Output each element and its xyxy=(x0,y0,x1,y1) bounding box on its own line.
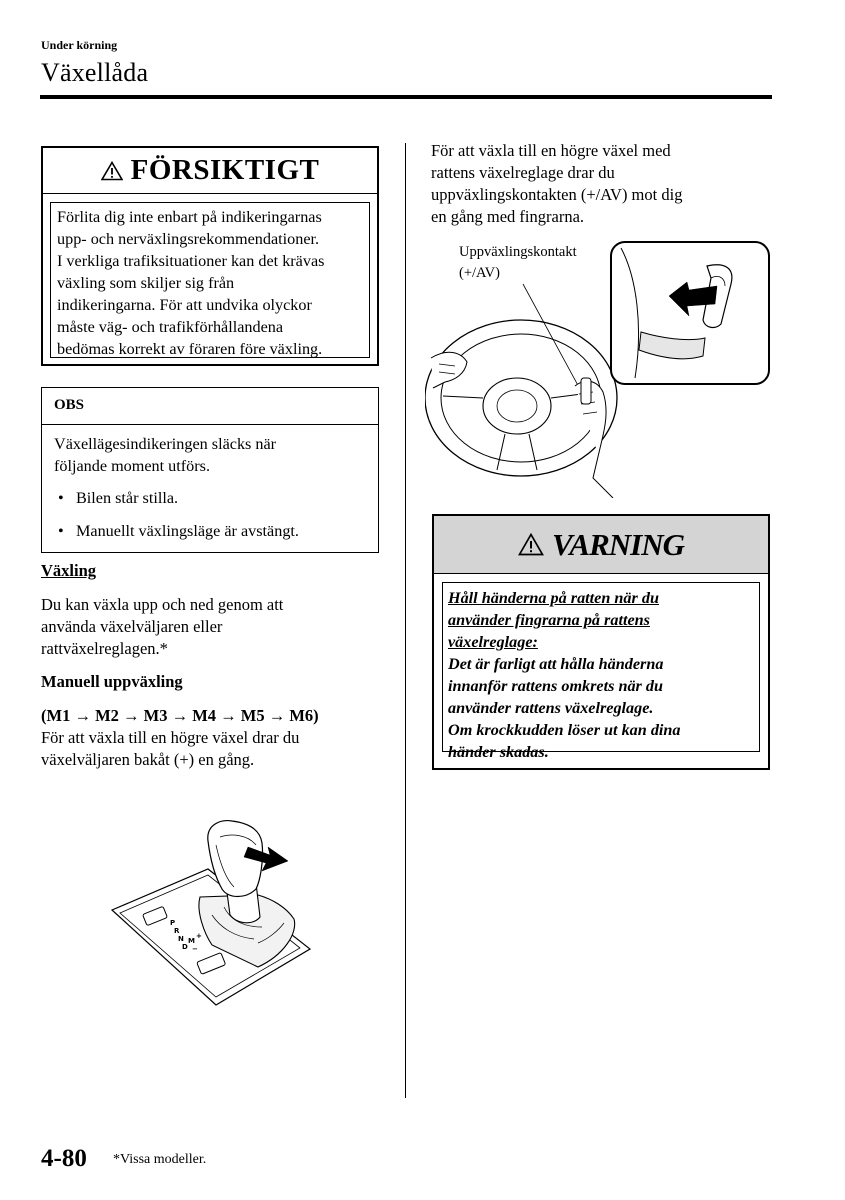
warning-triangle-icon xyxy=(101,161,123,181)
warning-header xyxy=(434,516,768,574)
obs-title: OBS xyxy=(42,388,378,425)
footnote: *Vissa modeller. xyxy=(113,1152,207,1167)
caution-text xyxy=(50,202,370,358)
shifting-intro xyxy=(41,594,283,660)
paragraph-line: Du kan växla upp och ned genom att xyxy=(41,595,284,614)
warning-line: växelreglage: xyxy=(448,633,538,651)
paragraph-line: rattens växelreglage drar du xyxy=(431,163,615,182)
warning-text xyxy=(442,582,760,761)
column-divider xyxy=(405,143,406,1098)
gate-letter: P xyxy=(170,919,176,927)
obs-box xyxy=(41,387,379,553)
paragraph-line: rattväxelreglagen.* xyxy=(41,639,168,658)
paddle-instruction xyxy=(431,140,682,228)
caution-header xyxy=(43,148,377,194)
page-number: 4-80 xyxy=(41,1145,87,1172)
paragraph-line: För att växla till en högre växel med xyxy=(431,141,671,160)
gate-letter: D xyxy=(182,943,188,951)
paragraph-line: För att växla till en högre växel drar du xyxy=(41,728,300,747)
gate-letter: M xyxy=(188,937,195,945)
callout-line: (+/AV) xyxy=(459,265,500,281)
list-item: • Bilen står stilla. xyxy=(54,487,368,509)
obs-body xyxy=(42,425,378,542)
section-heading-shifting: Växling xyxy=(41,561,97,580)
callout-line: Uppväxlingskontakt xyxy=(459,244,577,260)
gate-letter: N xyxy=(178,935,184,943)
caution-box xyxy=(41,146,379,366)
warning-box xyxy=(432,514,770,770)
warning-line: innanför rattens omkrets när du xyxy=(448,677,663,695)
paragraph-line: en gång med fingrarna. xyxy=(431,207,585,226)
steering-wheel-illustration xyxy=(425,238,775,498)
paragraph-line: använda växelväljaren eller xyxy=(41,617,223,636)
paragraph-line: växelväljaren bakåt (+) en gång. xyxy=(41,750,255,769)
page-title: Växellåda xyxy=(41,58,149,87)
lever-instruction xyxy=(41,727,299,771)
obs-intro-line: Växellägesindikeringen släcks när xyxy=(54,435,277,453)
caution-title: FÖRSIKTIGT xyxy=(130,154,320,186)
caution-line: bedömas korrekt av föraren före växling. xyxy=(57,340,323,358)
caution-line: I verkliga trafiksituationer kan det krävas xyxy=(57,252,325,270)
warning-line: Håll händerna på ratten när du xyxy=(448,589,659,607)
warning-line: använder rattens växelreglage. xyxy=(448,699,654,717)
gate-letter: − xyxy=(192,945,198,953)
warning-line: använder fingrarna på rattens xyxy=(448,611,650,629)
caution-line: upp- och nerväxlingsrekommendationer. xyxy=(57,230,320,248)
obs-list xyxy=(54,487,368,542)
gate-letter: R xyxy=(174,927,180,935)
list-item: • Manuellt växlingsläge är avstängt. xyxy=(54,520,368,542)
warning-line: Det är farligt att hålla händerna xyxy=(448,655,664,673)
warning-title: VARNING xyxy=(552,526,684,562)
paragraph-line: uppväxlingskontakten (+/AV) mot dig xyxy=(431,185,683,204)
gear-shifter-illustration xyxy=(108,815,318,1010)
caution-line: växling som skiljer sig från xyxy=(57,274,235,292)
gear-sequence: (M1 → M2 → M3 → M4 → M5 → M6) xyxy=(41,706,319,725)
warning-line: Om krockkudden löser ut kan dina xyxy=(448,721,681,739)
gate-letter: + xyxy=(196,932,202,940)
warning-line: händer skadas. xyxy=(448,743,549,761)
caution-line: indikeringarna. För att undvika olyckor xyxy=(57,296,312,314)
caution-line: Förlita dig inte enbart på indikeringarnas xyxy=(57,208,322,226)
caution-line: måste väg- och trafikförhållandena xyxy=(57,318,284,336)
section-label: Under körning xyxy=(41,38,118,52)
manual-upshift-heading: Manuell uppväxling xyxy=(41,672,183,691)
warning-triangle-icon xyxy=(518,533,544,556)
obs-intro-line: följande moment utförs. xyxy=(54,457,210,475)
title-rule xyxy=(40,95,772,99)
